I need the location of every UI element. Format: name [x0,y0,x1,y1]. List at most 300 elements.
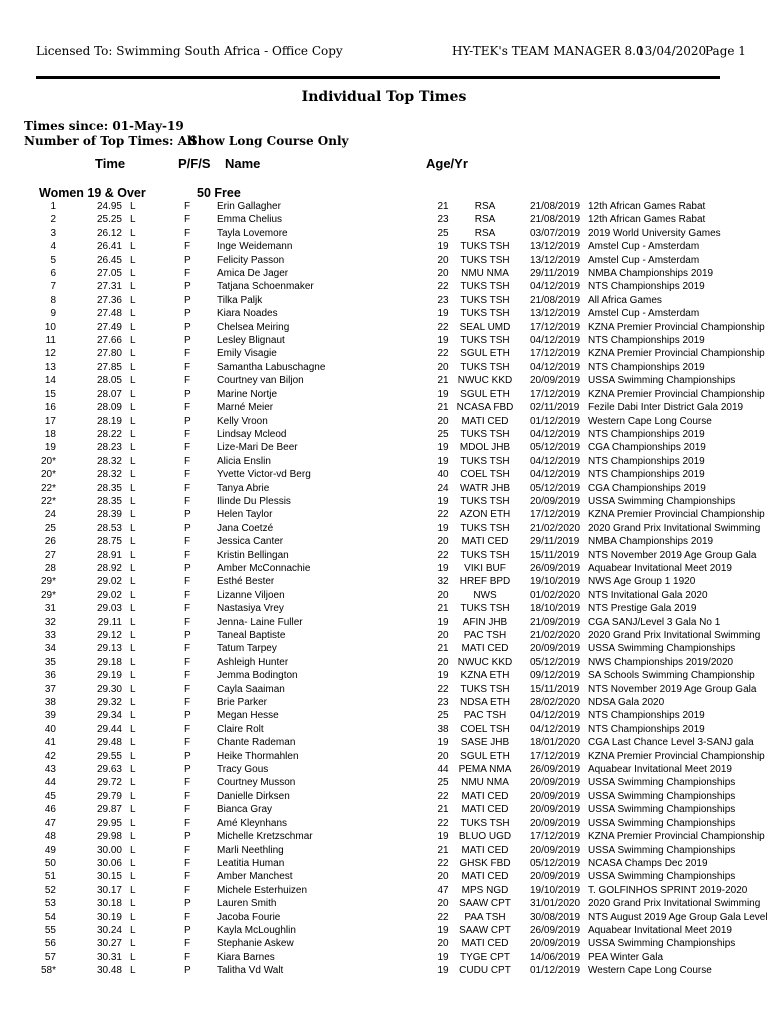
cell-course: L [130,442,136,454]
cell-pfs: F [184,428,191,440]
cell-name: Lindsay Mcleod [217,428,287,440]
cell-meet: T. GOLFINHOS SPRINT 2019-2020 [588,884,748,896]
cell-pfs: F [184,482,191,494]
cell-name: Tanya Abrie [217,482,270,494]
cell-place: 1 [50,201,56,212]
cell-course: L [130,455,136,467]
table-row [0,441,768,454]
cell-date: 26/09/2019 [530,924,581,936]
cell-meet: 2019 World University Games [588,227,721,239]
cell-course: L [130,495,136,507]
cell-team: TUKS TSH [460,241,510,253]
cell-course: L [130,750,136,762]
cell-time: 29.63 [96,764,122,776]
report-title: Individual Top Times [301,89,467,105]
cell-name: Lizanne Viljoen [217,589,285,601]
cell-time: 29.79 [96,790,122,802]
cell-date: 09/12/2019 [530,670,581,682]
cell-time: 28.07 [96,388,122,400]
cell-course: L [130,562,136,574]
cell-pfs: P [184,965,191,977]
cell-place: 19 [44,442,56,454]
cell-pfs: P [184,924,191,936]
cell-age: 22 [437,857,449,869]
cell-date: 20/09/2019 [530,938,581,950]
cell-time: 25.25 [96,214,122,226]
cell-course: L [130,616,136,628]
cell-name: Ashleigh Hunter [217,656,289,668]
cell-place: 12 [44,348,56,360]
cell-pfs: F [184,804,191,816]
table-row [0,736,768,749]
cell-course: L [130,348,136,360]
cell-name: Talitha Vd Walt [217,965,284,977]
cell-time: 28.39 [96,509,122,521]
table-row [0,937,768,950]
cell-pfs: P [184,831,191,843]
cell-date: 19/10/2019 [530,884,581,896]
table-row [0,870,768,883]
cell-age: 22 [437,817,449,829]
cell-place: 43 [44,764,56,776]
cell-name: Emma Chelius [217,214,283,226]
cell-course: L [130,576,136,588]
cell-age: 21 [437,844,449,856]
cell-course: L [130,697,136,709]
cell-meet: NMBA Championships 2019 [588,268,714,280]
cell-course: L [130,589,136,601]
cell-time: 27.66 [96,335,122,347]
cell-meet: Aquabear Invitational Meet 2019 [588,924,732,936]
cell-place: 53 [44,898,56,910]
cell-date: 17/12/2019 [530,750,581,762]
cell-course: L [130,924,136,936]
cell-time: 30.15 [96,871,122,883]
cell-date: 01/12/2019 [530,415,581,427]
cell-pfs: F [184,683,191,695]
event-name: 50 Free [197,186,241,200]
cell-date: 03/07/2019 [530,227,581,239]
cell-name: Megan Hesse [217,710,279,722]
cell-date: 17/12/2019 [530,388,581,400]
table-row [0,267,768,280]
cell-meet: 12th African Games Rabat [588,201,706,212]
cell-meet: Aquabear Invitational Meet 2019 [588,562,732,574]
cell-team: WATR JHB [460,482,510,494]
cell-place: 27 [44,549,56,561]
cell-meet: Western Cape Long Course [588,965,712,977]
cell-team: NWUC KKD [457,656,513,668]
cell-name: Jessica Canter [217,536,284,548]
cell-meet: USSA Swimming Championships [588,643,736,655]
cell-age: 20 [437,254,449,266]
cell-age: 22 [437,911,449,923]
table-row [0,763,768,776]
cell-course: L [130,214,136,226]
cell-course: L [130,831,136,843]
cell-team: RSA [474,227,496,239]
cell-pfs: P [184,509,191,521]
cell-time: 28.05 [96,375,122,387]
cell-place: 46 [44,804,56,816]
table-row [0,629,768,642]
cell-team: TYGE CPT [459,951,510,963]
table-row [0,321,768,334]
cell-team: CUDU CPT [459,965,511,977]
cell-pfs: F [184,469,191,481]
table-row [0,830,768,843]
cell-meet: USSA Swimming Championships [588,495,736,507]
cell-age: 19 [437,241,449,253]
cell-meet: PEA Winter Gala [588,951,664,963]
cell-name: Jenna- Laine Fuller [217,616,303,628]
cell-meet: Amstel Cup - Amsterdam [588,254,700,266]
cell-course: L [130,898,136,910]
cell-time: 26.41 [96,241,122,253]
cell-date: 04/12/2019 [530,710,581,722]
cell-name: Alicia Enslin [217,455,271,467]
cell-course: L [130,777,136,789]
cell-name: Lize-Mari De Beer [217,442,298,454]
cell-team: NWUC KKD [457,375,513,387]
cell-place: 37 [44,683,56,695]
cell-course: L [130,201,136,212]
cell-team: TUKS TSH [460,335,510,347]
table-row [0,924,768,937]
cell-place: 17 [44,415,56,427]
cell-pfs: F [184,268,191,280]
cell-name: Ilinde Du Plessis [217,495,291,507]
table-row [0,334,768,347]
cell-place: 42 [44,750,56,762]
cell-place: 4 [50,241,56,253]
cell-date: 18/01/2020 [530,737,581,749]
cell-date: 20/09/2019 [530,643,581,655]
cell-team: TUKS TSH [460,817,510,829]
cell-age: 23 [437,697,449,709]
cell-place: 32 [44,616,56,628]
cell-place: 15 [44,388,56,400]
table-row [0,696,768,709]
cell-age: 19 [437,335,449,347]
cell-date: 17/12/2019 [530,348,581,360]
cell-place: 5 [50,254,56,266]
cell-age: 24 [437,482,449,494]
cell-meet: NTS August 2019 Age Group Gala Level [588,911,768,923]
cell-pfs: P [184,308,191,320]
cell-meet: Amstel Cup - Amsterdam [588,241,700,253]
cell-pfs: P [184,562,191,574]
table-row [0,803,768,816]
cell-team: MDOL JHB [459,442,511,454]
cell-course: L [130,804,136,816]
cell-name: Lauren Smith [217,898,277,910]
cell-age: 38 [437,723,449,735]
cell-place: 6 [50,268,56,280]
course-option: Show Long Course Only [189,134,349,148]
cell-team: AZON ETH [459,509,511,521]
table-row [0,495,768,508]
cell-age: 19 [437,388,449,400]
cell-place: 38 [44,697,56,709]
cell-pfs: F [184,723,191,735]
cell-place: 54 [44,911,56,923]
table-row [0,857,768,870]
cell-team: BLUO UGD [458,831,512,843]
cell-date: 04/12/2019 [530,335,581,347]
table-row [0,683,768,696]
table-row [0,723,768,736]
cell-team: TUKS TSH [460,455,510,467]
cell-pfs: F [184,442,191,454]
cell-place: 2 [50,214,56,226]
cell-age: 20 [437,589,449,601]
cell-meet: Western Cape Long Course [588,415,712,427]
cell-time: 28.23 [96,442,122,454]
cell-date: 20/09/2019 [530,375,581,387]
cell-place: 34 [44,643,56,655]
cell-time: 29.03 [96,603,122,615]
cell-team: SEAL UMD [459,321,511,333]
cell-name: Erin Gallagher [217,201,281,212]
cell-name: Tilka Paljk [217,294,263,306]
cell-course: L [130,844,136,856]
cell-age: 19 [437,455,449,467]
cell-date: 15/11/2019 [530,683,580,695]
cell-name: Claire Rolt [217,723,264,735]
cell-name: Marné Meier [217,402,274,414]
cell-pfs: P [184,630,191,641]
cell-place: 28 [44,562,56,574]
cell-time: 27.48 [96,308,122,320]
cell-pfs: P [184,321,191,333]
table-row [0,294,768,307]
cell-age: 22 [437,348,449,360]
cell-date: 26/09/2019 [530,764,581,776]
cell-meet: USSA Swimming Championships [588,375,736,387]
cell-place: 41 [44,737,56,749]
cell-course: L [130,710,136,722]
cell-course: L [130,723,136,735]
cell-date: 19/10/2019 [530,576,581,588]
cell-name: Tayla Lovemore [217,227,288,239]
cell-age: 22 [437,549,449,561]
cell-team: TUKS TSH [460,281,510,293]
cell-meet: 12th African Games Rabat [588,214,706,226]
cell-pfs: F [184,201,191,212]
cell-name: Nastasiya Vrey [217,603,284,615]
cell-place: 16 [44,402,56,414]
cell-time: 30.31 [96,951,122,963]
cell-name: Leatitia Human [217,857,285,869]
cell-date: 04/12/2019 [530,469,581,481]
cell-place: 35 [44,656,56,668]
column-header-age-yr: Age/Yr [426,156,468,171]
table-row [0,347,768,360]
cell-place: 57 [44,951,56,963]
table-row [0,562,768,575]
cell-team: SASE JHB [460,737,510,749]
table-row [0,776,768,789]
cell-date: 20/09/2019 [530,844,581,856]
cell-team: TUKS TSH [460,294,510,306]
cell-date: 20/09/2019 [530,790,581,802]
cell-meet: USSA Swimming Championships [588,777,736,789]
cell-pfs: P [184,750,191,762]
cell-name: Bianca Gray [217,804,273,816]
cell-pfs: F [184,911,191,923]
cell-pfs: P [184,522,191,534]
cell-team: SAAW CPT [459,924,511,936]
cell-pfs: F [184,817,191,829]
cell-time: 29.13 [96,643,122,655]
cell-pfs: F [184,455,191,467]
cell-meet: USSA Swimming Championships [588,817,736,829]
cell-team: NMU NMA [461,777,509,789]
cell-course: L [130,402,136,414]
table-row [0,817,768,830]
cell-age: 40 [437,469,449,481]
cell-name: Amber Manchest [217,871,293,883]
cell-time: 30.48 [96,965,122,977]
cell-name: Chelsea Meiring [217,321,290,333]
cell-date: 20/09/2019 [530,804,581,816]
cell-date: 21/02/2020 [530,522,581,534]
cell-course: L [130,911,136,923]
table-row [0,415,768,428]
cell-age: 19 [437,670,449,682]
cell-pfs: F [184,603,191,615]
cell-name: Jemma Bodington [217,670,298,682]
cell-course: L [130,227,136,239]
cell-date: 04/12/2019 [530,723,581,735]
cell-course: L [130,428,136,440]
cell-team: TUKS TSH [460,683,510,695]
cell-time: 29.44 [96,723,122,735]
cell-time: 29.55 [96,750,122,762]
cell-pfs: F [184,495,191,507]
cell-meet: USSA Swimming Championships [588,871,736,883]
cell-meet: NTS Championships 2019 [588,710,705,722]
table-row [0,884,768,897]
cell-team: MATI CED [461,790,509,802]
cell-place: 20* [40,469,56,481]
cell-name: Helen Taylor [217,509,273,521]
cell-date: 04/12/2019 [530,428,581,440]
cell-name: Taneal Baptiste [217,630,286,641]
cell-time: 27.31 [96,281,122,293]
cell-date: 13/12/2019 [530,254,581,266]
cell-pfs: F [184,227,191,239]
cell-team: MATI CED [461,938,509,950]
column-header-time: Time [95,156,126,171]
cell-pfs: F [184,549,191,561]
cell-age: 23 [437,294,449,306]
cell-meet: NTS November 2019 Age Group Gala [588,683,757,695]
cell-place: 45 [44,790,56,802]
cell-name: Jacoba Fourie [217,911,281,923]
cell-date: 04/12/2019 [530,455,581,467]
number-top-times: Number of Top Times: All [24,134,196,148]
cell-team: PAC TSH [463,710,507,722]
cell-course: L [130,790,136,802]
cell-place: 7 [50,281,56,293]
cell-age: 19 [437,522,449,534]
cell-team: COEL TSH [460,723,510,735]
cell-time: 29.48 [96,737,122,749]
cell-name: Courtney Musson [217,777,296,789]
cell-date: 05/12/2019 [530,442,581,454]
table-row [0,227,768,240]
cell-place: 8 [50,294,56,306]
cell-age: 19 [437,965,449,977]
license-text: Licensed To: Swimming South Africa - Office Copy [36,44,343,58]
cell-age: 22 [437,509,449,521]
cell-date: 21/08/2019 [530,214,581,226]
cell-team: MATI CED [461,804,509,816]
table-row [0,911,768,924]
cell-place: 25 [44,522,56,534]
cell-team: MATI CED [461,871,509,883]
cell-date: 17/12/2019 [530,321,581,333]
cell-meet: NTS Prestige Gala 2019 [588,603,697,615]
cell-place: 56 [44,938,56,950]
cell-age: 21 [437,643,449,655]
cell-age: 22 [437,683,449,695]
cell-meet: KZNA Premier Provincial Championship [588,750,765,762]
cell-meet: KZNA Premier Provincial Championship [588,388,765,400]
cell-course: L [130,321,136,333]
cell-name: Kelly Vroon [217,415,268,427]
cell-date: 20/09/2019 [530,777,581,789]
cell-age: 32 [437,576,449,588]
cell-name: Jana Coetzé [217,522,274,534]
table-row [0,280,768,293]
cell-pfs: F [184,697,191,709]
cell-course: L [130,482,136,494]
cell-time: 29.02 [96,576,122,588]
table-row [0,616,768,629]
cell-pfs: F [184,656,191,668]
cell-time: 29.98 [96,831,122,843]
cell-pfs: F [184,576,191,588]
cell-course: L [130,281,136,293]
cell-meet: NTS Championships 2019 [588,469,705,481]
cell-place: 20* [40,455,56,467]
cell-age: 19 [437,951,449,963]
cell-team: SGUL ETH [460,388,510,400]
cell-pfs: F [184,884,191,896]
cell-time: 29.02 [96,589,122,601]
cell-course: L [130,536,136,548]
report-date: 13/04/2020 [637,44,707,58]
cell-team: TUKS TSH [460,603,510,615]
cell-time: 28.92 [96,562,122,574]
cell-time: 30.18 [96,898,122,910]
cell-date: 17/12/2019 [530,831,581,843]
cell-age: 20 [437,415,449,427]
cell-course: L [130,683,136,695]
table-row [0,200,768,213]
cell-place: 33 [44,630,56,641]
cell-team: NWS [473,589,497,601]
cell-place: 9 [50,308,56,320]
cell-team: RSA [474,201,496,212]
cell-pfs: P [184,254,191,266]
cell-pfs: F [184,348,191,360]
cell-time: 27.85 [96,361,122,373]
table-row [0,549,768,562]
